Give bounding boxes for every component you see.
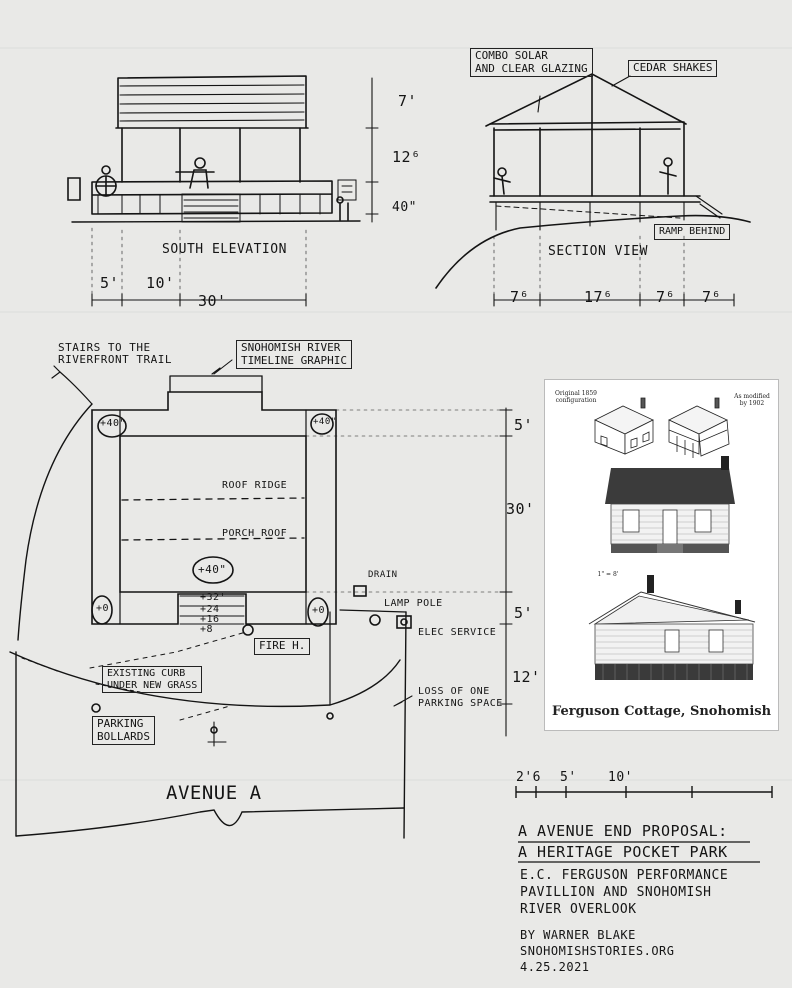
parking-loss-line-1: LOSS OF ONE — [418, 686, 490, 697]
south-elevation-label: SOUTH ELEVATION — [162, 242, 287, 257]
elev-mark-nw: +40" — [100, 418, 127, 429]
section-dim-1: 7⁶ — [510, 288, 530, 306]
elev-dim-side: 5' — [100, 274, 120, 292]
cottage-illustrations — [545, 380, 780, 732]
cottage-original-sketch — [595, 398, 653, 454]
elev-mark-ne: +40" — [313, 417, 337, 427]
porch-roof-label: PORCH ROOF — [222, 528, 288, 539]
shakes-callout-text: CEDAR SHAKES — [633, 61, 713, 74]
fire-hydrant-callout — [254, 638, 310, 655]
scale-mark-1: 2'6 — [516, 770, 541, 785]
credit-line-3: 4.25.2021 — [520, 960, 590, 974]
parking-bollards-line-2: BOLLARDS — [97, 729, 150, 743]
plan-dim-3: 5' — [514, 604, 534, 622]
glazing-callout — [470, 48, 593, 77]
elev-dim-overall: 30' — [198, 292, 227, 310]
elev-mark-center: +40" — [198, 563, 227, 576]
plan-dim-2: 30' — [506, 500, 535, 518]
parking-bollards-callout — [92, 716, 155, 745]
timeline-graphic-line-2: TIMELINE GRAPHIC — [241, 353, 347, 367]
elev-mark-sw: +0 — [96, 603, 110, 614]
original-config-line-2: configuration — [555, 397, 597, 404]
elec-service-label: ELEC SERVICE — [418, 627, 497, 638]
stairs-note — [58, 342, 172, 366]
lamp-pole-label: LAMP POLE — [384, 598, 443, 609]
cottage-front-elevation — [605, 456, 735, 553]
section-dim-3: 7⁶ — [656, 288, 676, 306]
roof-ridge-label: ROOF RIDGE — [222, 480, 288, 491]
section-view-label: SECTION VIEW — [548, 244, 648, 259]
subtitle-line-3: RIVER OVERLOOK — [520, 902, 637, 917]
plan-dim-1: 5' — [514, 416, 534, 434]
credit-line-1: BY WARNER BLAKE — [520, 928, 636, 942]
glazing-callout-line-1: COMBO SOLAR — [475, 49, 548, 62]
elev-mark-se: +0 — [312, 605, 326, 616]
parking-loss-line-2: PARKING SPACE — [418, 698, 503, 709]
stairs-note-line-1: STAIRS TO THE — [58, 341, 151, 354]
existing-curb-line-1: EXISTING CURB — [107, 668, 186, 679]
existing-curb-callout — [102, 666, 202, 693]
stair-mark-3: +16 — [200, 614, 220, 625]
timeline-graphic-line-1: SNOHOMISH RIVER — [241, 341, 341, 354]
modified-line-1: As modified — [734, 393, 770, 400]
ramp-callout-text: RAMP BEHIND — [659, 226, 726, 237]
section-dim-4: 7⁶ — [702, 288, 722, 306]
cottage-side-elevation — [589, 575, 755, 680]
title-line-1: A AVENUE END PROPOSAL: — [518, 822, 728, 840]
shakes-callout — [628, 60, 717, 77]
fire-hydrant-text: FIRE H. — [259, 639, 306, 652]
title-line-2: A HERITAGE POCKET PARK — [518, 843, 728, 861]
scale-mark-3: 10' — [608, 770, 633, 785]
stairs-note-line-2: RIVERFRONT TRAIL — [58, 353, 172, 366]
street-label: AVENUE A — [166, 782, 262, 804]
existing-curb-line-2: UNDER NEW GRASS — [107, 679, 198, 691]
ramp-callout — [654, 224, 730, 240]
cottage-modified-sketch — [669, 398, 729, 458]
original-config-line-1: Original 1859 — [554, 390, 597, 397]
elev-deck-height: 40" — [392, 200, 417, 215]
elev-dim-bay: 10' — [146, 274, 175, 292]
card-scale-label: 1" = 8' — [597, 571, 619, 578]
parking-loss-note — [418, 686, 503, 710]
subtitle-line-1: E.C. FERGUSON PERFORMANCE — [520, 868, 729, 883]
subtitle-line-2: PAVILLION AND SNOHOMISH — [520, 885, 712, 900]
stair-mark-4: +8 — [200, 624, 214, 635]
ferguson-cottage-reference-card — [544, 379, 779, 731]
modified-line-2: by 1902 — [739, 400, 765, 407]
glazing-callout-line-2: AND CLEAR GLAZING — [475, 61, 588, 75]
parking-bollards-line-1: PARKING — [97, 717, 144, 730]
timeline-graphic-callout — [236, 340, 352, 369]
card-caption: Ferguson Cottage, Snohomish — [551, 704, 772, 719]
plan-dim-4: 12' — [512, 668, 541, 686]
section-dim-2: 17⁶ — [584, 288, 613, 306]
stair-mark-2: +24 — [200, 604, 220, 615]
stair-mark-1: +32' — [200, 592, 227, 603]
elev-roof-height: 7' — [398, 92, 418, 110]
drain-label: DRAIN — [368, 570, 398, 580]
credit-line-2: SNOHOMISHSTORIES.ORG — [520, 944, 675, 958]
scale-mark-2: 5' — [560, 770, 577, 785]
elev-wall-height: 12⁶ — [392, 148, 421, 166]
